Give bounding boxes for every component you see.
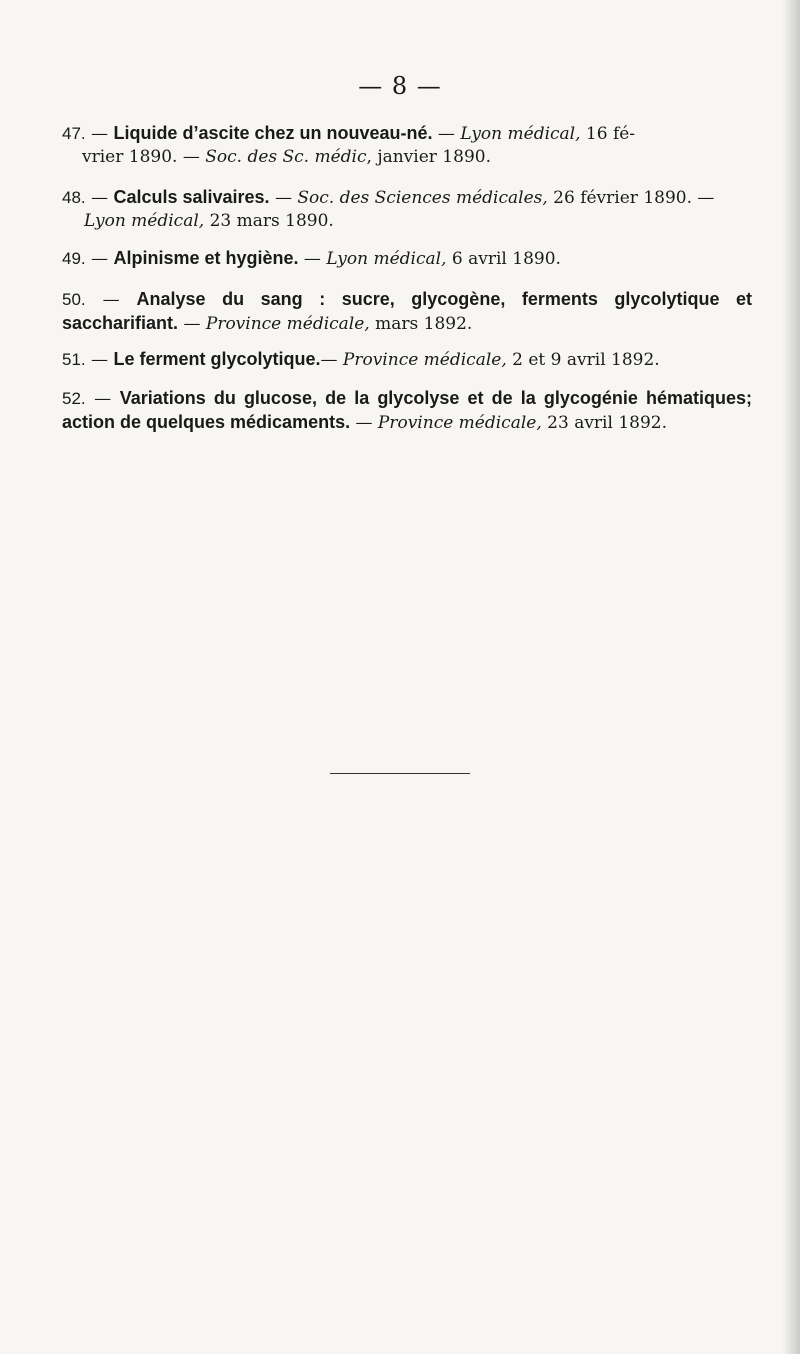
page-number: — 8 — — [358, 72, 442, 100]
entry-dash: — — [85, 249, 114, 269]
entry-source: Province médicale, — [377, 413, 542, 433]
section-divider — [330, 773, 470, 774]
entry-number: 50. — [62, 290, 86, 309]
entry-separator: — — [298, 249, 327, 269]
entry-date: vrier 1890. — — [82, 147, 206, 167]
entry-continuation — [62, 146, 752, 169]
entry-number: 49. — [62, 249, 86, 268]
entry-date: , janvier 1890. — [366, 147, 491, 167]
entry-separator: — — [350, 413, 378, 433]
entry-title: Liquide d’ascite chez un nouveau-né. — [113, 123, 433, 143]
entry-date: 16 fé- — [580, 124, 636, 144]
entry-number: 47. — [62, 124, 86, 143]
entry-dash: — — [85, 290, 137, 310]
entry-source: Lyon médical, — [460, 124, 581, 144]
page-edge-shadow — [782, 0, 800, 1354]
entry-dash: — — [85, 124, 114, 144]
entry-number: 52. — [62, 389, 86, 408]
entry-title: Analyse du sang : sucre, glycogène, ferments glycolytique et saccharifiant. — [62, 289, 752, 333]
entry-date: 23 mars 1890. — [204, 211, 334, 231]
entry-source: Province médicale, — [205, 314, 370, 334]
bibliography-entry-49 — [62, 247, 752, 271]
entry-date: 2 et 9 avril 1892. — [506, 350, 660, 370]
entry-title: Le ferment glycolytique. — [113, 349, 321, 369]
entry-dash: — — [85, 188, 114, 208]
entry-date: 26 février 1890. — — [547, 188, 715, 208]
bibliography-entry-50 — [62, 288, 752, 336]
bibliography-entry-52 — [62, 387, 752, 435]
entry-title: Alpinisme et hygiène. — [113, 248, 299, 268]
entry-source: Lyon médical, — [326, 249, 447, 269]
entry-number: 48. — [62, 188, 86, 207]
entry-source: Soc. des Sciences médicales, — [297, 188, 548, 208]
entry-continuation — [62, 210, 752, 233]
entry-source: Province médicale, — [342, 350, 507, 370]
entry-separator: — — [320, 350, 343, 370]
bibliography-entry-47 — [62, 122, 752, 169]
entry-title: Variations du glucose, de la glycolyse et de la glycogénie hématiques; action de quelques médicaments. — [62, 388, 752, 432]
entry-number: 51. — [62, 350, 86, 369]
entry-date: mars 1892. — [369, 314, 473, 334]
entry-dash: — — [85, 350, 114, 370]
entry-source: Soc. des Sc. médic — [205, 147, 367, 167]
entry-title: Calculs salivaires. — [113, 187, 270, 207]
entry-separator: — — [178, 314, 206, 334]
entry-separator: — — [269, 188, 298, 208]
entry-dash: — — [85, 389, 120, 409]
entry-date: 23 avril 1892. — [541, 413, 668, 433]
entry-separator: — — [432, 124, 461, 144]
entry-source: Lyon médical, — [84, 211, 205, 231]
bibliography-entry-48 — [62, 186, 752, 233]
entry-date: 6 avril 1890. — [446, 249, 561, 269]
bibliography-entry-51 — [62, 348, 752, 372]
